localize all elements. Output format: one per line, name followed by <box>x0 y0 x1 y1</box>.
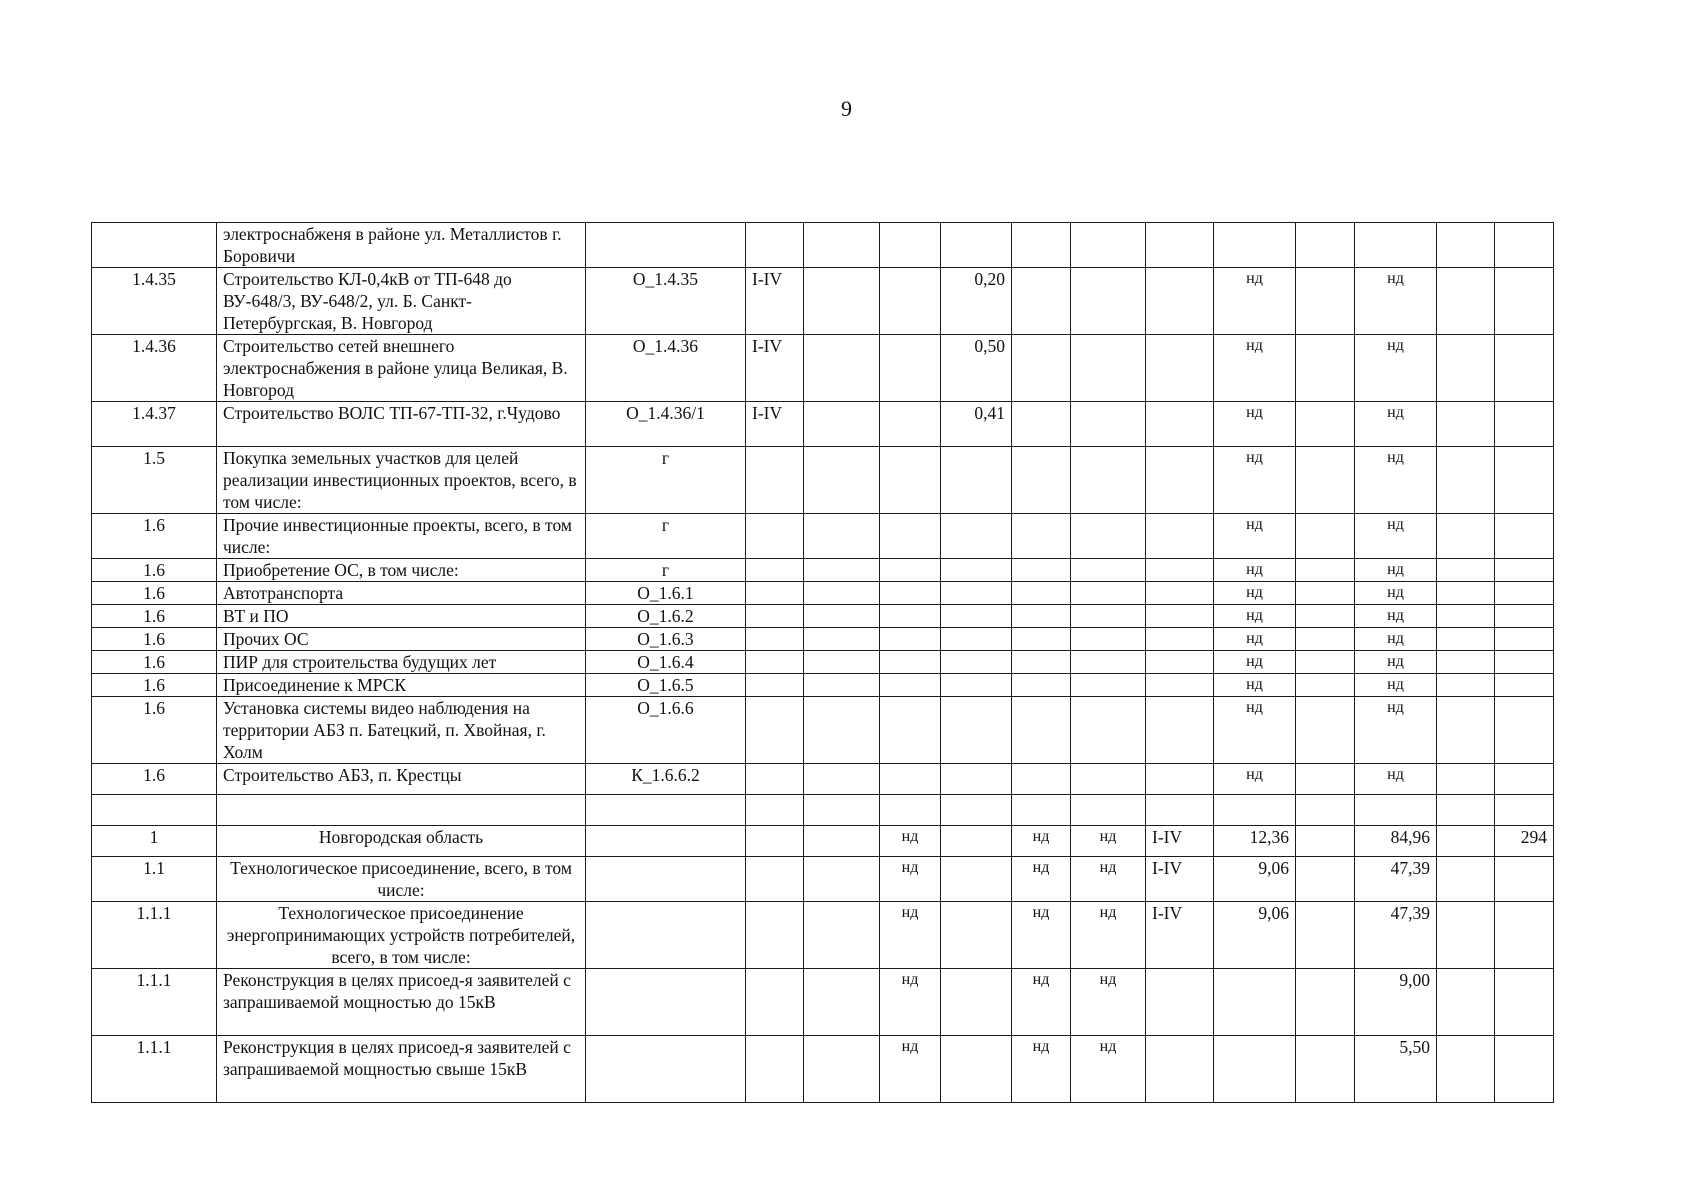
row-name: Автотранспорта <box>217 582 586 605</box>
table-row <box>92 447 1554 514</box>
nd-mark: нд <box>1214 514 1296 559</box>
table-row <box>92 268 1554 335</box>
row-value: 0,50 <box>941 335 1012 402</box>
row-code: О_1.4.36 <box>586 335 746 402</box>
nd-mark: нд <box>1214 697 1296 764</box>
nd-mark: нд <box>1355 605 1437 628</box>
nd-mark: нд <box>1355 628 1437 651</box>
row-name: Строительство ВОЛС ТП-67-ТП-32, г.Чудово <box>217 402 586 447</box>
row-value: 294 <box>1495 826 1554 857</box>
table-row <box>92 1036 1554 1103</box>
row-code: О_1.6.6 <box>586 697 746 764</box>
row-value: 12,36 <box>1214 826 1296 857</box>
row-number: 1.1.1 <box>92 969 217 1036</box>
row-value: 9,06 <box>1214 902 1296 969</box>
row-name: электроснабженя в районе ул. Металлистов г. Боровичи <box>217 223 586 268</box>
nd-mark: нд <box>1214 651 1296 674</box>
nd-mark: нд <box>1012 826 1071 857</box>
row-name: Технологическое присоединение энергопринимающих устройств потребителей, всего, в том числе: <box>217 902 586 969</box>
voltage-class: I-IV <box>746 335 804 402</box>
nd-mark: нд <box>1214 559 1296 582</box>
row-number: 1.6 <box>92 764 217 795</box>
row-number: 1 <box>92 826 217 857</box>
nd-mark: нд <box>1214 447 1296 514</box>
table-row <box>92 559 1554 582</box>
nd-mark: нд <box>1355 674 1437 697</box>
table-row <box>92 402 1554 447</box>
row-name: Приобретение ОС, в том числе: <box>217 559 586 582</box>
nd-mark: нд <box>1355 582 1437 605</box>
nd-mark: нд <box>1071 902 1146 969</box>
table-row <box>92 335 1554 402</box>
row-name: ПИР для строительства будущих лет <box>217 651 586 674</box>
nd-mark: нд <box>1355 651 1437 674</box>
table-row <box>92 628 1554 651</box>
row-number: 1.6 <box>92 514 217 559</box>
voltage-class: I-IV <box>746 402 804 447</box>
row-name: Строительство АБЗ, п. Крестцы <box>217 764 586 795</box>
row-name: Технологическое присоединение, всего, в том числе: <box>217 857 586 902</box>
nd-mark: нд <box>1355 559 1437 582</box>
row-number: 1.5 <box>92 447 217 514</box>
table-row <box>92 969 1554 1036</box>
nd-mark: нд <box>1214 605 1296 628</box>
row-code <box>586 223 746 268</box>
row-number: 1.1.1 <box>92 902 217 969</box>
nd-mark: нд <box>1355 402 1437 447</box>
nd-mark: нд <box>1071 826 1146 857</box>
row-number <box>92 223 217 268</box>
nd-mark: нд <box>1214 582 1296 605</box>
row-number: 1.1.1 <box>92 1036 217 1103</box>
table-row <box>92 826 1554 857</box>
nd-mark: нд <box>1214 764 1296 795</box>
nd-mark: нд <box>1355 447 1437 514</box>
row-code: г <box>586 447 746 514</box>
row-code: О_1.6.1 <box>586 582 746 605</box>
row-name: ВТ и ПО <box>217 605 586 628</box>
nd-mark: нд <box>1214 335 1296 402</box>
page-number: 9 <box>841 96 852 121</box>
row-value: 5,50 <box>1355 1036 1437 1103</box>
nd-mark: нд <box>1214 268 1296 335</box>
row-value: 47,39 <box>1355 857 1437 902</box>
row-name: Реконструкция в целях присоед-я заявителей с запрашиваемой мощностью до 15кВ <box>217 969 586 1036</box>
nd-mark: нд <box>1355 764 1437 795</box>
row-code: О_1.4.35 <box>586 268 746 335</box>
row-number: 1.6 <box>92 559 217 582</box>
row-number: 1.1 <box>92 857 217 902</box>
nd-mark: нд <box>1355 697 1437 764</box>
row-name: Присоединение к МРСК <box>217 674 586 697</box>
row-name: Установка системы видео наблюдения на территории АБЗ п. Батецкий, п. Хвойная, г. Холм <box>217 697 586 764</box>
row-code: О_1.6.5 <box>586 674 746 697</box>
nd-mark: нд <box>880 826 941 857</box>
table-row <box>92 514 1554 559</box>
voltage-class: I-IV <box>1146 902 1214 969</box>
table-row <box>92 223 1554 268</box>
row-code: О_1.6.3 <box>586 628 746 651</box>
nd-mark: нд <box>1012 1036 1071 1103</box>
voltage-class: I-IV <box>1146 857 1214 902</box>
nd-mark: нд <box>880 1036 941 1103</box>
table-row <box>92 674 1554 697</box>
nd-mark: нд <box>1012 857 1071 902</box>
table-row <box>92 651 1554 674</box>
nd-mark: нд <box>1071 969 1146 1036</box>
row-value: 47,39 <box>1355 902 1437 969</box>
nd-mark: нд <box>880 902 941 969</box>
nd-mark: нд <box>880 969 941 1036</box>
row-number: 1.6 <box>92 628 217 651</box>
table-row <box>92 582 1554 605</box>
nd-mark: нд <box>1355 268 1437 335</box>
nd-mark: нд <box>1012 902 1071 969</box>
row-code: г <box>586 514 746 559</box>
row-code: О_1.6.4 <box>586 651 746 674</box>
nd-mark: нд <box>1214 628 1296 651</box>
row-number: 1.6 <box>92 697 217 764</box>
nd-mark: нд <box>1214 674 1296 697</box>
row-name: Строительство сетей внешнего электроснабжения в районе улица Великая, В. Новгород <box>217 335 586 402</box>
row-number: 1.6 <box>92 674 217 697</box>
row-value: 0,20 <box>941 268 1012 335</box>
table-row <box>92 697 1554 764</box>
nd-mark: нд <box>1355 335 1437 402</box>
empty-row <box>92 795 1554 826</box>
row-code: г <box>586 559 746 582</box>
row-number: 1.6 <box>92 582 217 605</box>
table-row <box>92 857 1554 902</box>
nd-mark: нд <box>880 857 941 902</box>
row-value: 9,06 <box>1214 857 1296 902</box>
nd-mark: нд <box>1214 402 1296 447</box>
row-name: Прочие инвестиционные проекты, всего, в том числе: <box>217 514 586 559</box>
row-name: Новгородская область <box>217 826 586 857</box>
investment-table <box>91 222 1554 1103</box>
table-row <box>92 605 1554 628</box>
row-number: 1.4.36 <box>92 335 217 402</box>
row-number: 1.6 <box>92 651 217 674</box>
row-name: Строительство КЛ-0,4кВ от ТП-648 до ВУ-648/3, ВУ-648/2, ул. Б. Санкт-Петербургская, В. Новгород <box>217 268 586 335</box>
row-code: О_1.6.2 <box>586 605 746 628</box>
table-row <box>92 902 1554 969</box>
row-number: 1.6 <box>92 605 217 628</box>
nd-mark: нд <box>1012 969 1071 1036</box>
row-number: 1.4.35 <box>92 268 217 335</box>
row-name: Прочих ОС <box>217 628 586 651</box>
voltage-class: I-IV <box>1146 826 1214 857</box>
row-code: О_1.4.36/1 <box>586 402 746 447</box>
table-row <box>92 764 1554 795</box>
nd-mark: нд <box>1071 857 1146 902</box>
row-number: 1.4.37 <box>92 402 217 447</box>
row-value: 0,41 <box>941 402 1012 447</box>
row-code: К_1.6.6.2 <box>586 764 746 795</box>
row-value: 84,96 <box>1355 826 1437 857</box>
nd-mark: нд <box>1071 1036 1146 1103</box>
row-name: Покупка земельных участков для целей реализации инвестиционных проектов, всего, в том числе: <box>217 447 586 514</box>
voltage-class: I-IV <box>746 268 804 335</box>
row-name: Реконструкция в целях присоед-я заявителей с запрашиваемой мощностью свыше 15кВ <box>217 1036 586 1103</box>
nd-mark: нд <box>1355 514 1437 559</box>
row-value: 9,00 <box>1355 969 1437 1036</box>
